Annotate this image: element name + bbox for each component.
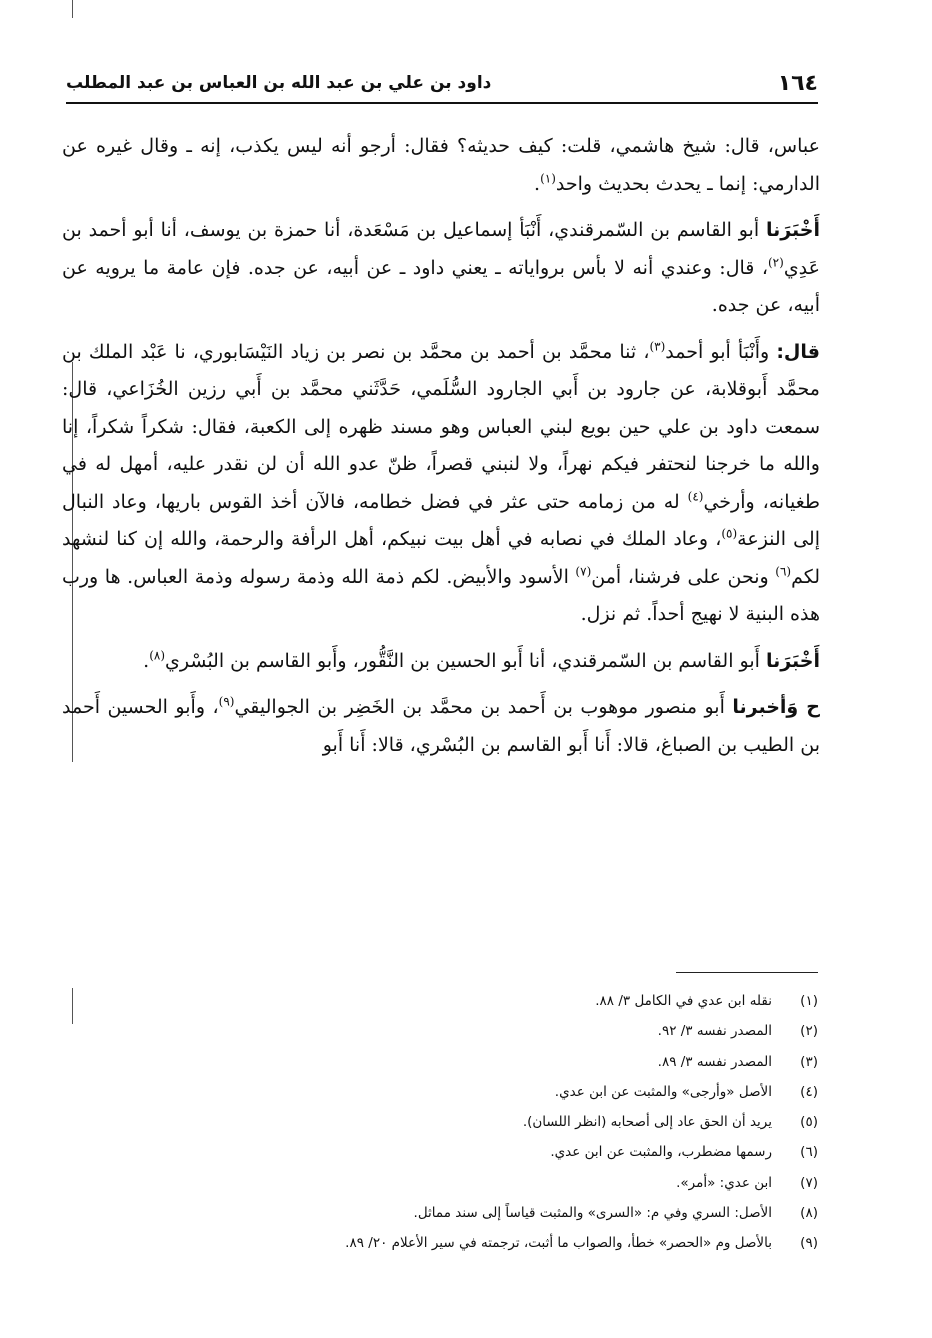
paragraph-3 bbox=[62, 334, 820, 634]
running-head: داود بن علي بن عبد الله بن العباس بن عبد المطلب bbox=[66, 73, 492, 93]
footnote-number: (١) bbox=[800, 993, 818, 1009]
footnote-text: الأصل «وأرجى» والمثبت عن ابن عدي. bbox=[554, 1083, 772, 1100]
footnote-ref: (٤) bbox=[687, 489, 704, 504]
paragraph-text: ونحن على فرشنا، أمن bbox=[591, 565, 776, 588]
paragraph-text: أَبو منصور موهوب بن أَحمد بن محمَّد بن الخَضِر بن الجواليقي bbox=[234, 696, 733, 718]
footnote-ref: (٧) bbox=[575, 564, 592, 579]
header-rule bbox=[66, 102, 818, 104]
footnote-number: (٤) bbox=[800, 1083, 818, 1100]
footnote-text: المصدر نفسه ٣/ ٩٢. bbox=[657, 1023, 772, 1040]
scan-edge-line bbox=[72, 988, 73, 1024]
footnote-ref: (٦) bbox=[775, 564, 792, 579]
footnote-item bbox=[150, 1228, 818, 1258]
paragraph-text: ، ثنا محمَّد بن أحمد بن محمَّد بن نصر بن زياد النَيْسَابوري، نا عَبْد الملك بن محمَّد أَبوقلابة، عن جارود بن أَبي الجارود السُّلَمي، حَدَّثَني محمَّد بن أَبي رزين الخُزَاعي، قال: سمعت داود بن علي حين بويع لبني العباس وهو مسند ظهره إلى الكعبة، فقال: شكراً شكراً، إنا والله ما خرجنا لنحتفر فيكم نهراً، ولا لنبني قصراً، ظنّ عدو الله أن لن نقدر عليه، أمهل له في طغيانه، وأرخي bbox=[62, 340, 821, 513]
paragraph-text: وأَنْبَأ أبو أحمد bbox=[665, 340, 777, 363]
scan-edge-line bbox=[72, 0, 73, 18]
footnote-number: (٧) bbox=[800, 1174, 818, 1191]
footnote-item bbox=[150, 1137, 818, 1167]
footnote-text: الأصل: السري وفي م: «السرى» والمثبت قياساً إلى سند مماثل. bbox=[413, 1205, 772, 1222]
paragraph-text: . bbox=[534, 172, 541, 195]
footnote-number: (٨) bbox=[800, 1205, 818, 1222]
footnote-number: (٥) bbox=[800, 1114, 818, 1131]
paragraph-text: ، وعاد الملك في نصابه في أهل بيت نبيكم، أهل الرأفة والرحمة، والله إن كنا لنشهد لكم bbox=[62, 528, 821, 588]
main-text bbox=[62, 128, 820, 773]
page-header bbox=[66, 66, 818, 100]
footnote-text: بالأصل وم «الحصر» خطأ، والصواب ما أثبت، ترجمته في سير الأعلام ٢٠/ ٨٩. bbox=[345, 1235, 772, 1252]
paragraph-5 bbox=[62, 689, 820, 764]
footnote-item bbox=[150, 1016, 818, 1046]
lead-word: أَخْبَرَنا bbox=[765, 219, 820, 241]
paragraph-text: ، قال: وعندي أنه لا بأس برواياته ـ يعني داود ـ عن أبيه، عن جده. فإن عامة ما يرويه عن أبيه، عن جده. bbox=[62, 256, 820, 316]
footnote-ref: (٩) bbox=[218, 694, 235, 709]
paragraph-text: عباس، قال: شيخ هاشمي، قلت: كيف حديثه؟ فقال: أرجو أنه ليس يكذب، إنه ـ وقال غيره عن الدارمي: إنما ـ يحدث بحديث واحد bbox=[62, 135, 820, 195]
footnote-ref: (٢) bbox=[767, 255, 784, 270]
footnote-item bbox=[150, 1047, 818, 1077]
paragraph-text: ، وأَبو الحسين أَحمد بن الطيب بن الصباغ، قالا: أَنا أَبو القاسم بن البُسْري، قالا: أَنا أَبو bbox=[62, 696, 820, 756]
footnote-number: (٣) bbox=[800, 1053, 818, 1070]
paragraph-text: أَبو القاسم بن السّمرقندي، أنا أَبو الحسين بن النَّقُّور، وأَبو القاسم بن البُسْري bbox=[165, 649, 766, 672]
page-number: ١٦٤ bbox=[777, 70, 818, 96]
paragraph-text: أبو القاسم بن السّمرقندي، أَنْبَأ إسماعيل بن مَسْعَدة، أنا حمزة بن يوسف، أنا أبو أحمد بن عَدِي bbox=[62, 219, 820, 279]
footnote-item bbox=[150, 1107, 818, 1137]
footnote-ref: (١) bbox=[540, 171, 556, 186]
footnote-text: يريد أن الحق عاد إلى أصحابه (انظر اللسان). bbox=[522, 1114, 772, 1131]
footnotes-list bbox=[150, 986, 818, 1259]
paragraph-text: . bbox=[143, 649, 150, 672]
paragraph-text: الأسود والأبيض. لكم ذمة الله وذمة رسوله وذمة العباس. ها ورب هذه البنية لا نهيج أحداً. ثم نزل. bbox=[62, 565, 820, 625]
footnote-number: (٦) bbox=[800, 1144, 818, 1161]
lead-word: أَخْبَرَنا bbox=[765, 649, 820, 672]
footnote-text: رسمها مضطرب، والمثبت عن ابن عدي. bbox=[550, 1144, 772, 1161]
paragraph-2 bbox=[62, 212, 820, 325]
footnote-text: ابن عدي: «أمر». bbox=[676, 1174, 772, 1191]
paragraph-1 bbox=[62, 128, 820, 203]
footnote-item bbox=[150, 1198, 818, 1228]
footnote-ref: (٥) bbox=[721, 526, 738, 541]
footnote-text: نقله ابن عدي في الكامل ٣/ ٨٨. bbox=[595, 993, 772, 1009]
footnote-number: (٩) bbox=[800, 1235, 818, 1252]
footnote-item bbox=[150, 986, 818, 1016]
paragraph-text: له من زمامه حتى عثر في فضل خطامه، فالآن أخذ القوس باريها، وعاد النبال إلى النزعة bbox=[62, 490, 820, 550]
lead-word: قال: bbox=[776, 340, 820, 363]
footnote-number: (٢) bbox=[800, 1023, 818, 1040]
paragraph-4 bbox=[62, 643, 820, 681]
footnote-ref: (٣) bbox=[649, 339, 666, 354]
footnote-ref: (٨) bbox=[149, 648, 166, 663]
footnote-text: المصدر نفسه ٣/ ٨٩. bbox=[657, 1053, 772, 1070]
footnote-separator bbox=[676, 972, 818, 973]
footnote-item bbox=[150, 1168, 818, 1198]
footnote-item bbox=[150, 1077, 818, 1107]
lead-word: ح وَأخبرنا bbox=[732, 696, 820, 718]
